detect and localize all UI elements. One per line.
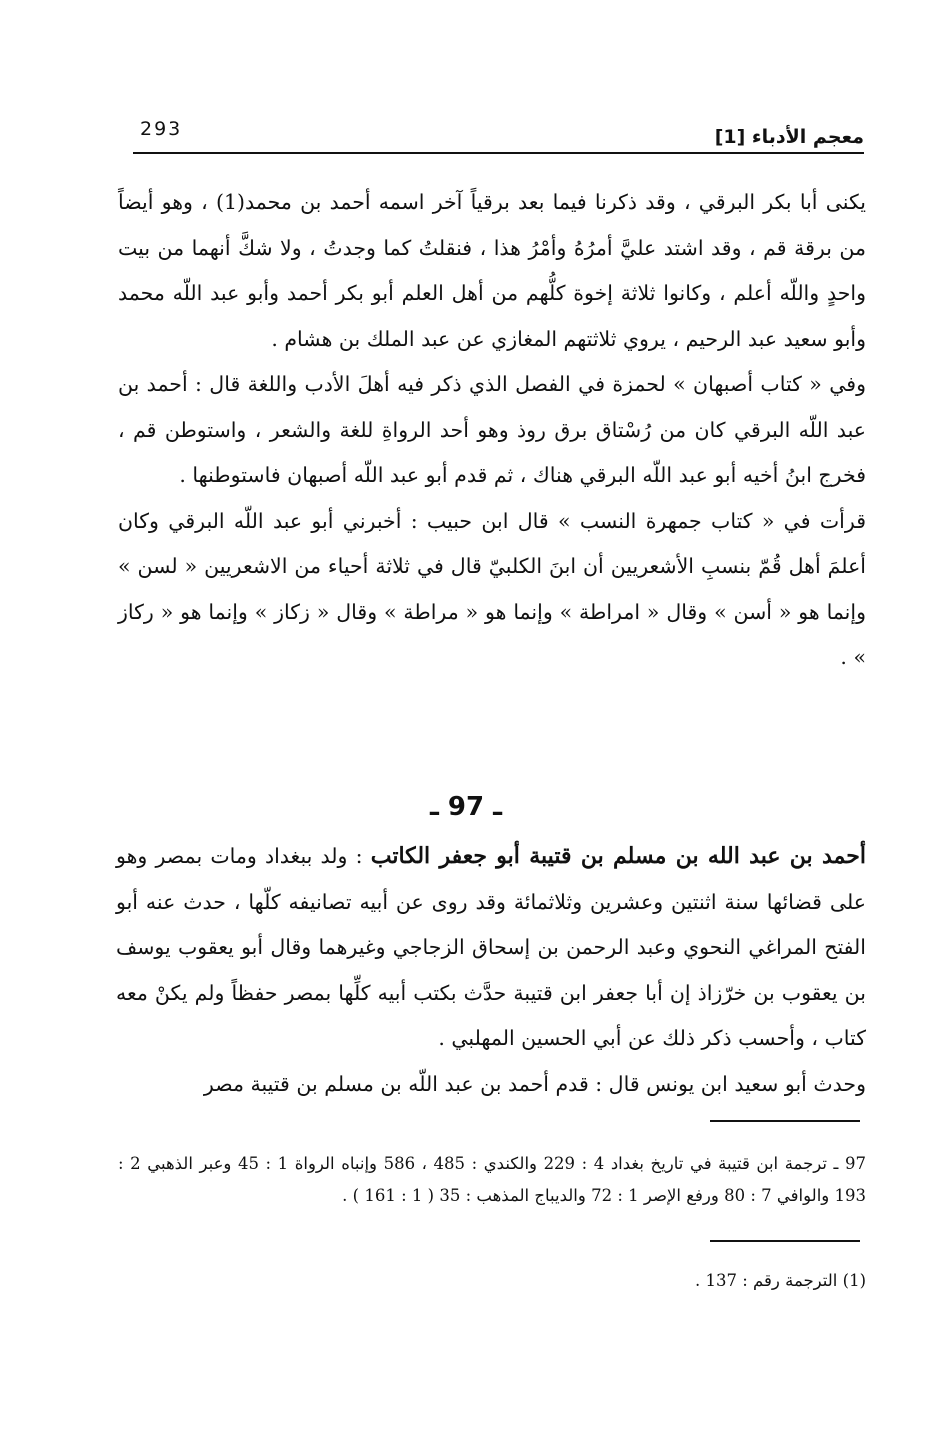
paragraph-3: قرأت في « كتاب جمهرة النسب » قال ابن حبيب : أخبرني أبو عبد اللّه البرقي وكان أعلمَ أهل قُمّ بنسبِ الأشعريين أن ابنَ الكلبيّ قال في ثلاثة أحياء من الاشعريين « لسن » وإنما هو « أسن » وقال « امراطة » وإنما هو « مراطة » وقال « زكاز » وإنما هو « ركاز » .	[118, 508, 866, 669]
entry-97-text	[116, 834, 866, 1107]
entry-paragraph-2: وحدث أبو سعيد ابن يونس قال : قدم أحمد بن عبد اللّه بن مسلم بن قتيبة مصر	[203, 1071, 866, 1096]
entry-first-text: : ولد ببغداد ومات بمصر وهو على قضائها سنة اثنتين وعشرين وثلاثمائة وقد روى عن أبيه تصانيفه كلّها ، حدث عنه أبو الفتح المراغي النحوي وعبد الرحمن بن إسحاق الزجاجي وغيرهما وقال أبو يعقوب يوسف بن يعقوب بن خرّزاذ إن أبا جعفر ابن قتيبة حدَّث بكتب أبيه كلِّها بمصر حفظاً ولم يكنْ معه كتاب ، وأحسب ذكر ذلك عن أبي الحسين المهلبي .	[116, 844, 866, 1050]
entry-paragraph-1	[116, 834, 866, 1062]
header-divider	[133, 152, 864, 154]
running-header-title: معجم الأدباء [1]	[714, 126, 864, 148]
entry-number-heading: ـ 97 ـ	[429, 792, 503, 822]
sources-footnote	[118, 1148, 866, 1212]
page-number: 293	[140, 118, 183, 140]
paragraph-2: وفي « كتاب أصبهان » لحمزة في الفصل الذي ذكر فيه أهلَ الأدب واللغة قال : أحمد بن عبد اللّه البرقي كان من رُسْتاق برق روذ وهو أحد الرواةِ للغة والشعر ، واستوطن قم ، فخرج ابنُ أخيه أبو عبد اللّه البرقي هناك ، ثم قدم أبو عبد اللّه أصبهان فاستوطنها .	[118, 372, 866, 487]
numbered-footnote	[118, 1265, 866, 1297]
sources-footnote-text: 97 ـ ترجمة ابن قتيبة في تاريخ بغداد 4 : 229 والكندي : 485 ، 586 وإنباه الرواة 1 : 45 وعبر الذهبي 2 : 193 والوافي 7 : 80 ورفع الإصر 1 : 72 والديباج المذهب : 35 ( 1 : 161 ) .	[118, 1154, 866, 1205]
footnote-divider-2	[710, 1240, 860, 1242]
continued-entry-text	[118, 180, 866, 681]
footnote-divider-1	[710, 1120, 860, 1122]
paragraph-1: يكنى أبا بكر البرقي ، وقد ذكرنا فيما بعد برقياً آخر اسمه أحمد بن محمد(1) ، وهو أيضاً من برقة قم ، وقد اشتد عليَّ أمرُهُ وأمْرُ هذا ، فنقلتُ كما وجدتُ ، ولا شكَّ أنهما من بيت واحدٍ واللّه أعلم ، وكانوا ثلاثة إخوة كلُّهم من أهل العلم أبو بكر أحمد وأبو عبد اللّه محمد وأبو سعيد عبد الرحيم ، يروي ثلاثتهم المغازي عن عبد الملك بن هشام .	[118, 190, 867, 351]
footnote-1-text: (1) الترجمة رقم : 137 .	[694, 1271, 866, 1290]
entry-name: أحمد بن عبد الله بن مسلم بن قتيبة أبو جعفر الكاتب	[370, 843, 866, 869]
